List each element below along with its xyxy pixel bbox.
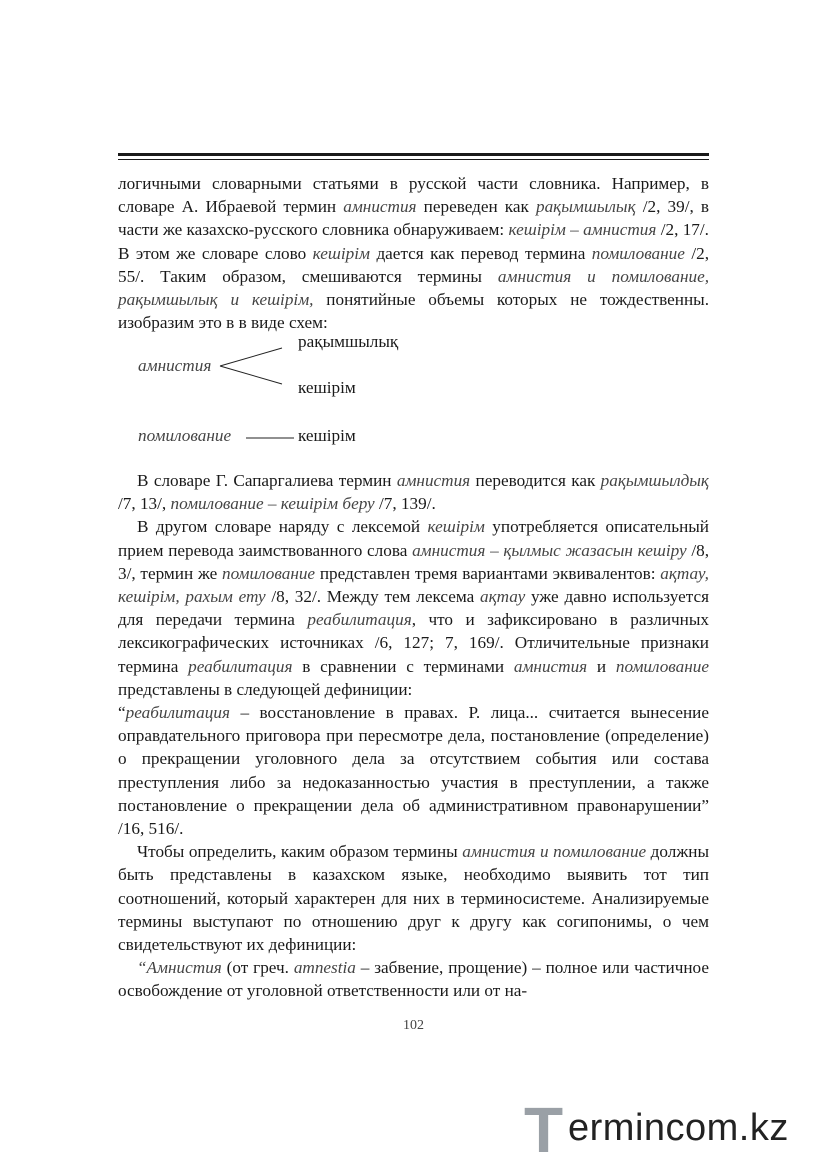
text-run: В словаре Г. Сапаргалиева термин	[137, 471, 397, 490]
text-run: – восстановление в правах. Р. лица... считается вынесение оправдательного приговора при пересмотре дела, постановление (определение) о прекращении уголовного дела за отсутствием события или состава преступления либо за недоказанностью участия в преступлении, а также постановление о прекращении дела об административном правонарушении” /16, 516/.	[118, 703, 709, 839]
italic-term: “Амнистия	[137, 958, 222, 978]
italic-term: реабилитация	[188, 656, 293, 676]
text-run: дается как перевод термина	[370, 243, 592, 263]
paragraph-2-text	[118, 469, 709, 515]
italic-term: ақтау, кешірім, рахым ету	[118, 563, 709, 607]
italic-term: реабилитация	[307, 610, 412, 630]
text-run: логичными словарными статьями в русской части словника. Например, в словаре А. Ибраевой термин	[118, 174, 709, 217]
text-run: /2, 17/. В этом же словаре слово	[118, 220, 709, 263]
text-run: /7, 139/.	[374, 494, 436, 514]
scheme-amnesty: амнистия	[138, 356, 212, 375]
text-run: (от греч.	[221, 958, 294, 978]
scheme-rakymshylyk: рақымшылық	[298, 332, 399, 351]
scheme-keshirim-1: кешірім	[298, 378, 356, 397]
text-run: Чтобы определить, каким образом термины	[137, 842, 463, 862]
italic-term: амнистия – қылмыс жазасын кешіру	[412, 540, 687, 560]
italic-term: рақымшылдық	[600, 471, 709, 490]
italic-term: ақтау	[480, 587, 526, 607]
text-run: – забвение, прощение) – полное или частичное освобождение от уголовной ответственности или от на-	[118, 958, 709, 1001]
italic-term: амнистия	[396, 471, 471, 490]
italic-term: амнистия	[513, 656, 588, 676]
text-run: и	[587, 656, 616, 676]
text-run: /7, 13/,	[118, 494, 171, 514]
text-run: /8, 3/, термин же	[118, 540, 709, 583]
scheme-fork-lines	[218, 346, 288, 386]
text-run: представлены в следующей дефиниции:	[118, 679, 413, 699]
italic-term: кешірім	[312, 243, 370, 263]
header-rule-thick	[118, 153, 709, 156]
italic-term: помилование	[591, 243, 685, 263]
italic-term: кешірім	[427, 517, 485, 537]
scheme-link-line	[246, 436, 296, 440]
text-run: употребляется описательный прием перевода заимствованного слова	[118, 517, 710, 560]
text-run: переводится как	[470, 471, 601, 490]
text-run: В другом словаре наряду с лексемой	[137, 517, 428, 537]
italic-term: помилование	[221, 563, 316, 583]
logo-letter-t: T	[524, 1094, 564, 1166]
italic-term: амнистия и помилование	[462, 842, 647, 862]
text-run: должны быть представлены в казахском языке, необходимо выявить тот тип соотношений, который характерен для них в терминосистеме. Анализируемые термины выступают по отношению друг к другу как согипонимы, о чем свидетельствуют их дефиниции:	[118, 842, 709, 955]
paragraph-6-text	[118, 956, 709, 1002]
paragraph-5-text	[118, 840, 709, 956]
italic-term: кешірім – амнистия	[508, 220, 657, 240]
text-run: /8, 32/. Между тем лексема	[265, 587, 481, 607]
body-text	[118, 469, 709, 1003]
text-run: в сравнении с терминами	[292, 656, 514, 676]
italic-term: амнистия и помилование, рақымшылық и кешірім,	[118, 266, 709, 310]
logo-text: ermincom.kz	[568, 1107, 789, 1149]
text-run: /2, 55/. Таким образом, смешиваются термины	[118, 243, 709, 286]
paragraph-1-text	[118, 172, 709, 334]
italic-term: amnestia	[293, 958, 356, 978]
paragraph-3-text	[118, 515, 709, 701]
italic-term: реабилитация	[125, 703, 230, 723]
termincom-logo	[524, 1094, 814, 1166]
scheme-keshirim-2: кешірім	[298, 426, 356, 445]
paragraph-4-text	[118, 701, 709, 840]
scheme-pardon: помилование	[138, 426, 232, 445]
italic-term: рақымшылық	[535, 197, 636, 217]
text-run: уже давно используется для передачи термина	[118, 587, 709, 630]
italic-term: помилование – кешірім беру	[170, 494, 375, 514]
text-run: “	[118, 703, 126, 723]
text-run: представлен тремя вариантами эквивалентов:	[315, 563, 661, 583]
italic-term: помилование	[615, 656, 709, 676]
text-run: , что и зафиксировано в различных лексикографических источниках /6, 127; 7, 169/. Отличительные признаки термина	[118, 610, 709, 676]
text-run: /2, 39/, в части же казахско-русского словника обнаруживаем:	[118, 197, 709, 240]
scheme-diagram	[118, 332, 709, 452]
paragraph-1	[118, 172, 709, 334]
text-run: понятийные объемы которых не тождественны. изобразим это в в виде схем:	[118, 290, 709, 333]
text-run: переведен как	[416, 197, 536, 217]
page-number: 102	[403, 1018, 424, 1033]
header-rule-thin	[118, 159, 709, 160]
italic-term: амнистия	[343, 197, 417, 217]
